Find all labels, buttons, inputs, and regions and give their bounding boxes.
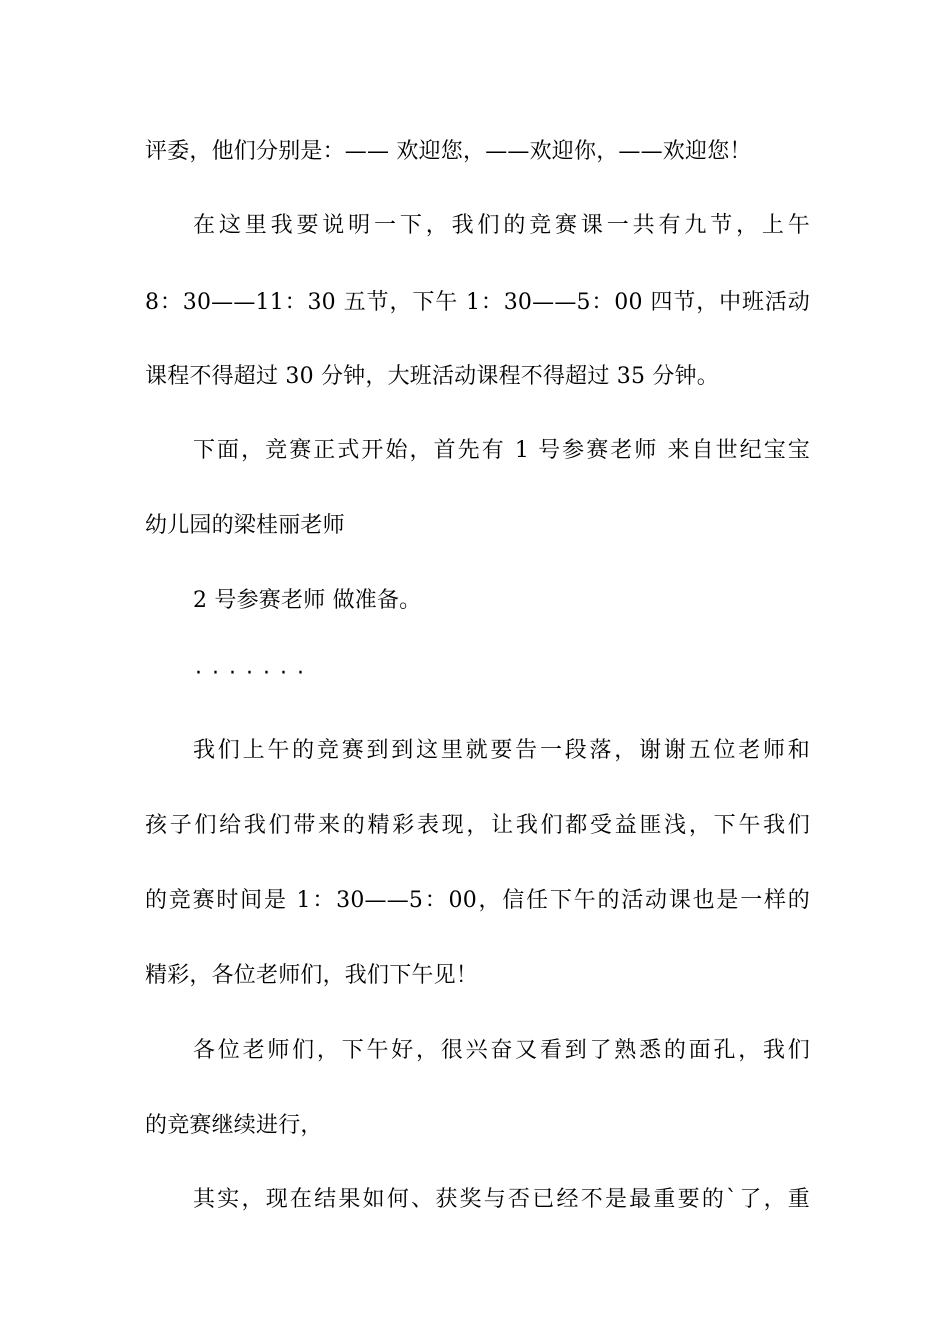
text-line-9: 我们上午的竞赛到到这里就要告一段落，谢谢五位老师和: [193, 738, 810, 763]
text-line-5: 下面，竞赛正式开始，首先有 1 号参赛老师 来自世纪宝宝: [193, 438, 810, 463]
text-line-6: 幼儿园的梁桂丽老师: [145, 513, 345, 538]
text-line-10: 孩子们给我们带来的精彩表现，让我们都受益匪浅，下午我们: [145, 813, 810, 838]
text-line-14: 的竞赛继续进行，: [145, 1113, 323, 1138]
text-line-4: 课程不得超过 30 分钟，大班活动课程不得超过 35 分钟。: [145, 364, 719, 389]
text-line-1: 评委，他们分别是：—— 欢迎您，——欢迎你，——欢迎您！: [145, 139, 752, 164]
text-line-7: 2 号参赛老师 做准备。: [193, 588, 422, 613]
text-line-15: 其实，现在结果如何、获奖与否已经不是最重要的`了，重: [193, 1187, 810, 1212]
text-line-11: 的竞赛时间是 1：30——5：00，信任下午的活动课也是一样的: [145, 888, 810, 913]
text-line-3: 8：30——11：30 五节，下午 1：30——5：00 四节，中班活动: [145, 290, 810, 315]
text-line-13: 各位老师们，下午好，很兴奋又看到了熟悉的面孔，我们: [193, 1038, 810, 1063]
ellipsis-dots: ·······: [195, 661, 314, 686]
text-line-2: 在这里我要说明一下，我们的竞赛课一共有九节，上午: [193, 213, 810, 238]
text-line-12: 精彩，各位老师们，我们下午见！: [145, 963, 479, 988]
